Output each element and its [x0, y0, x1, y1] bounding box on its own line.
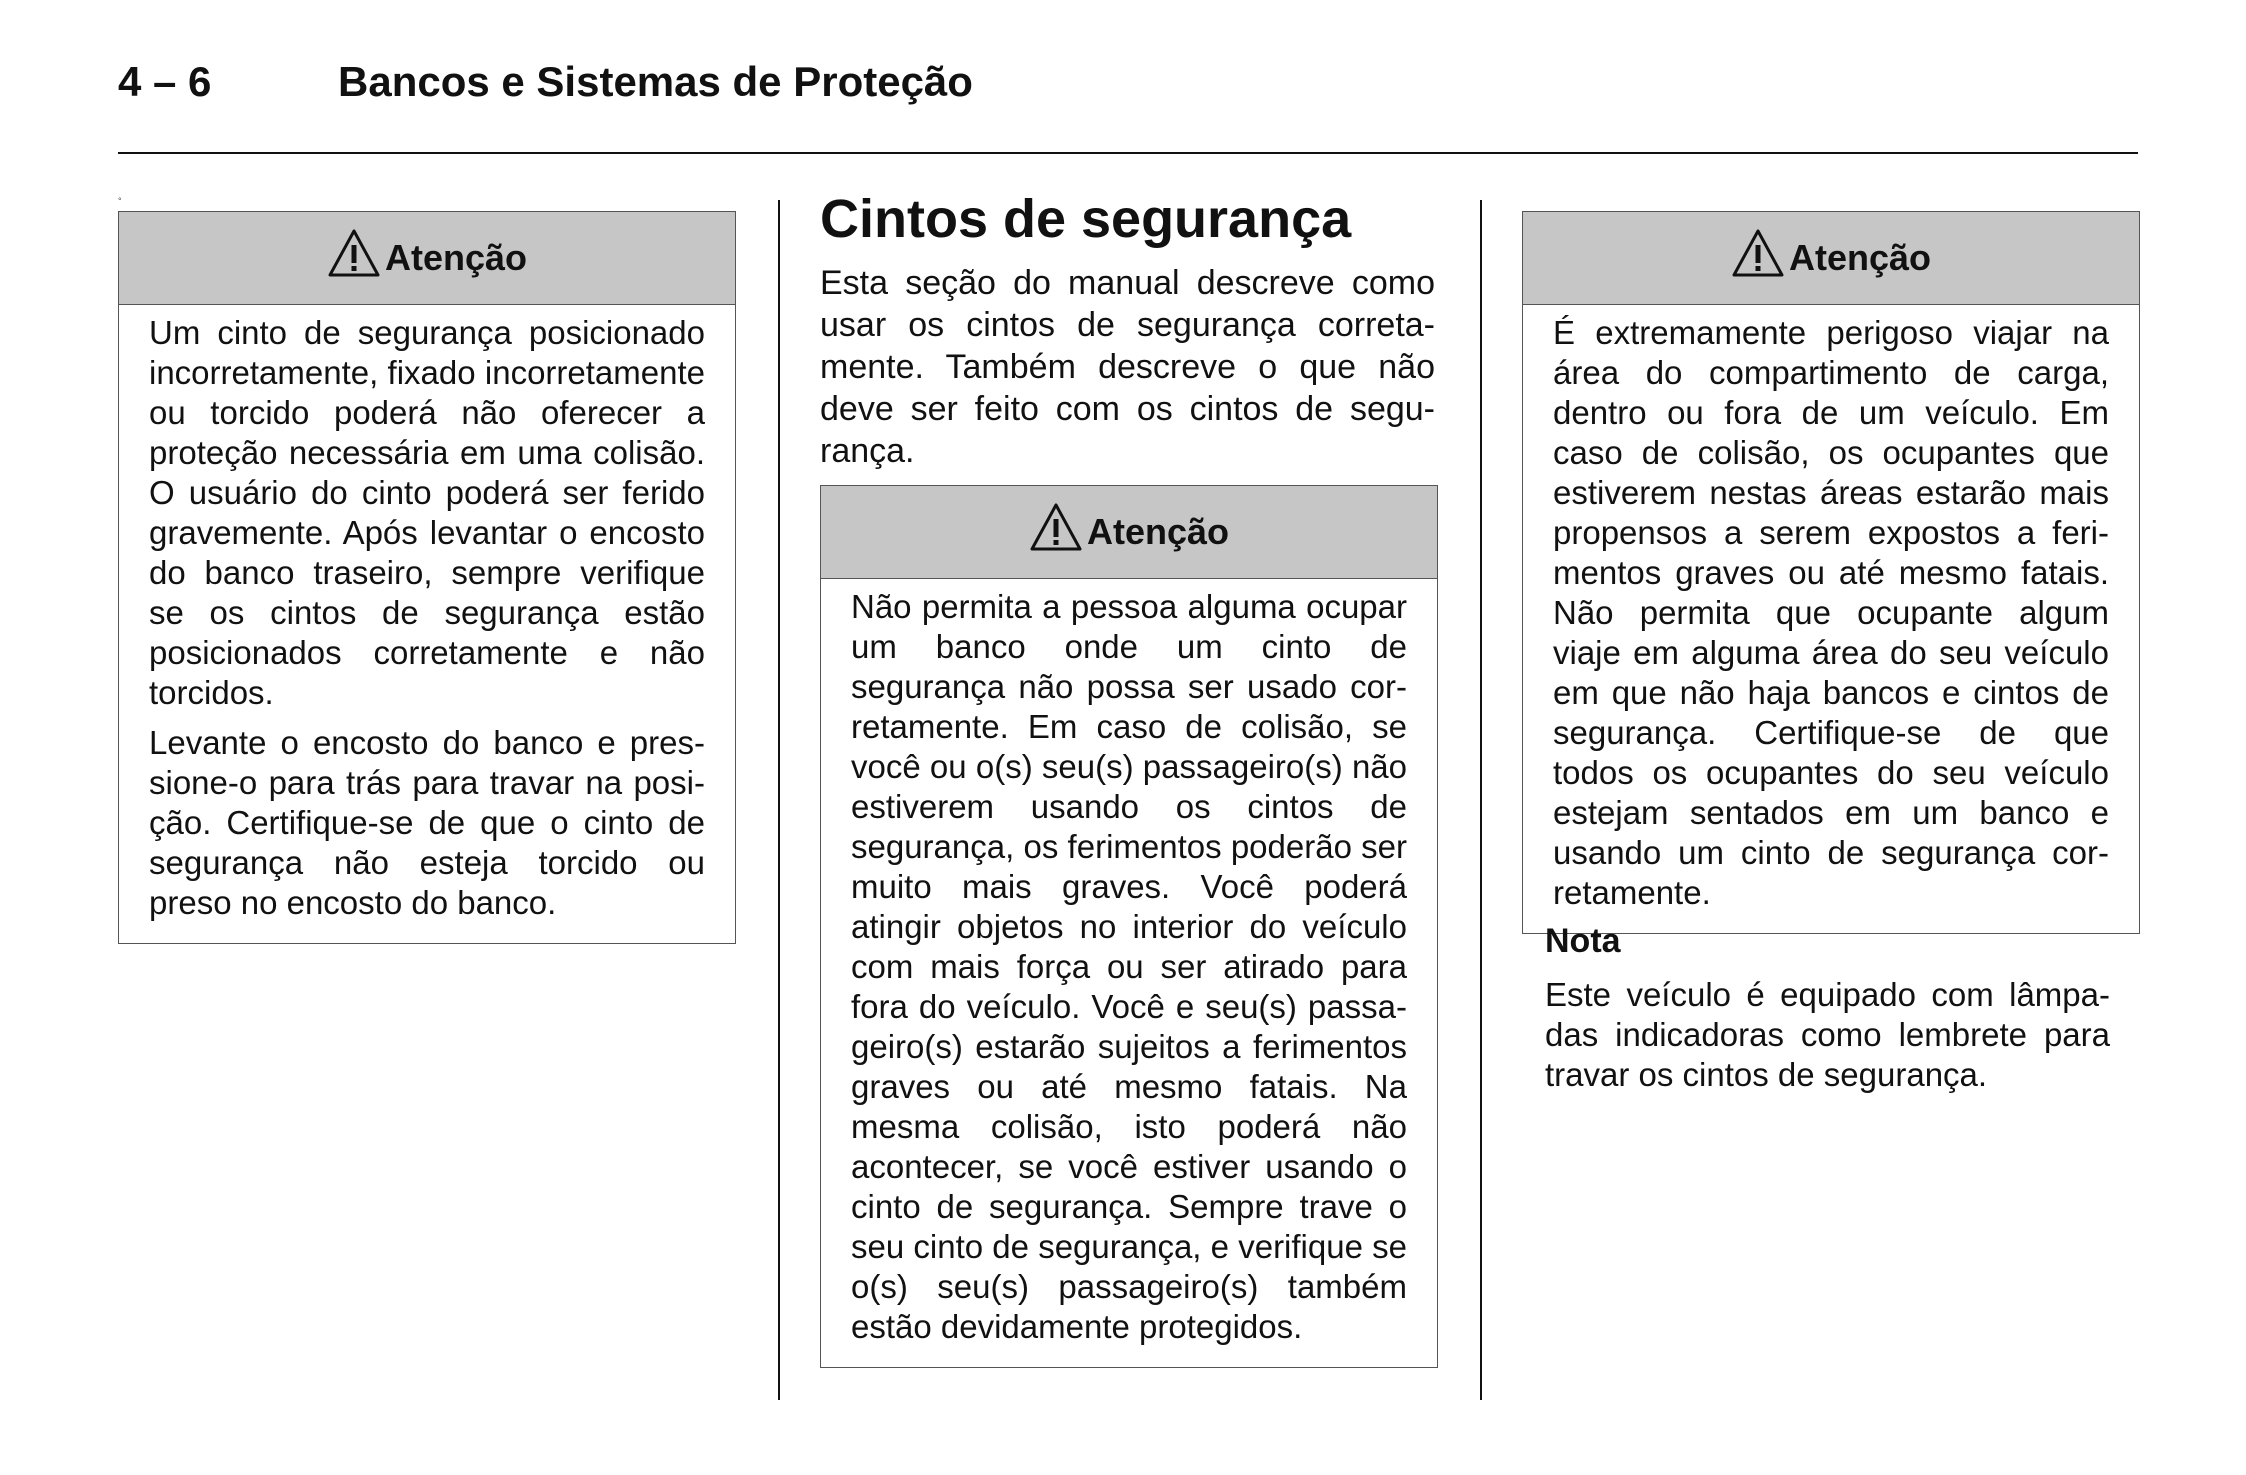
column-divider-left — [778, 200, 780, 1400]
warning-heading: Atenção — [1086, 511, 1230, 552]
warning-box-right — [1522, 211, 2140, 934]
warning-paragraph: Não permita a pessoa alguma ocupar um banco onde um cinto de segurança não possa ser usado corretamente. Em caso de colisão, se você ou o(s) seu(s) passageiro(s) não estiverem usando os cintos de segurança, os ferimentos poderão ser muito mais graves. Você poderá atingir objetos no interior do veículo com mais força ou ser atirado para fora do veículo. Você e seu(s) passageiro(s) estarão sujeitos a ferimentos graves ou até mesmo fatais. Na mesma colisão, isto poderá não acontecer, se você estiver usando o cinto de segurança. Sempre trave o seu cinto de segurança, e verifique se o(s) seu(s) passageiro(s) também estão devidamente protegidos. — [851, 588, 1407, 1345]
warning-triangle-icon — [1731, 228, 1785, 278]
warning-header — [119, 212, 735, 305]
section-title: Cintos de segurança — [820, 189, 1352, 249]
note-title: Nota — [1545, 922, 1621, 960]
column-divider-right — [1480, 200, 1482, 1400]
warning-body — [821, 579, 1437, 1367]
warning-heading: Atenção — [1788, 237, 1932, 278]
header-divider — [118, 152, 2138, 154]
warning-paragraph: Um cinto de segurança posicionado incorretamente, fixado incorretamente ou torcido poderá não oferecer a proteção necessária em uma colisão. O usuário do cinto poderá ser ferido gravemente. Após levantar o encosto do banco traseiro, sempre verifique se os cintos de segurança estão posicionados corretamente e não torcidos. — [149, 314, 705, 711]
section-intro: Esta seção do manual descreve como usar os cintos de segurança corretamente. Também descreve o que não deve ser feito com os cintos de segurança. — [820, 264, 1435, 470]
warning-paragraph: Levante o encosto do banco e pressione-o para trás para travar na posição. Certifique-se de que o cinto de segurança não esteja torcido ou preso no encosto do banco. — [149, 724, 705, 921]
warning-body — [1523, 305, 2139, 933]
warning-triangle-icon — [1029, 502, 1083, 552]
warning-triangle-icon — [327, 228, 381, 278]
page-title: Bancos e Sistemas de Proteção — [338, 58, 973, 105]
warning-header — [1523, 212, 2139, 305]
stray-mark: ° — [118, 196, 122, 206]
warning-heading: Atenção — [384, 237, 528, 278]
warning-box-middle — [820, 485, 1438, 1368]
warning-paragraph: É extremamente perigoso viajar na área do compartimento de carga, dentro ou fora de um veículo. Em caso de colisão, os ocupantes que estiverem nestas áreas estarão mais propensos a serem expostos a ferimentos graves ou até mesmo fatais. Não permita que ocupante algum viaje em alguma área do seu veículo em que não haja bancos e cintos de segurança. Certifique-se de que todos os ocupantes do seu veículo estejam sentados em um banco e usando um cinto de segurança corretamente. — [1553, 314, 2109, 911]
page-number: 4 – 6 — [118, 58, 212, 105]
warning-header — [821, 486, 1437, 579]
warning-box-left — [118, 211, 736, 944]
warning-body — [119, 305, 735, 943]
note-text: Este veículo é equipado com lâmpadas indicadoras como lembrete para travar os cintos de segurança. — [1545, 976, 2110, 1093]
